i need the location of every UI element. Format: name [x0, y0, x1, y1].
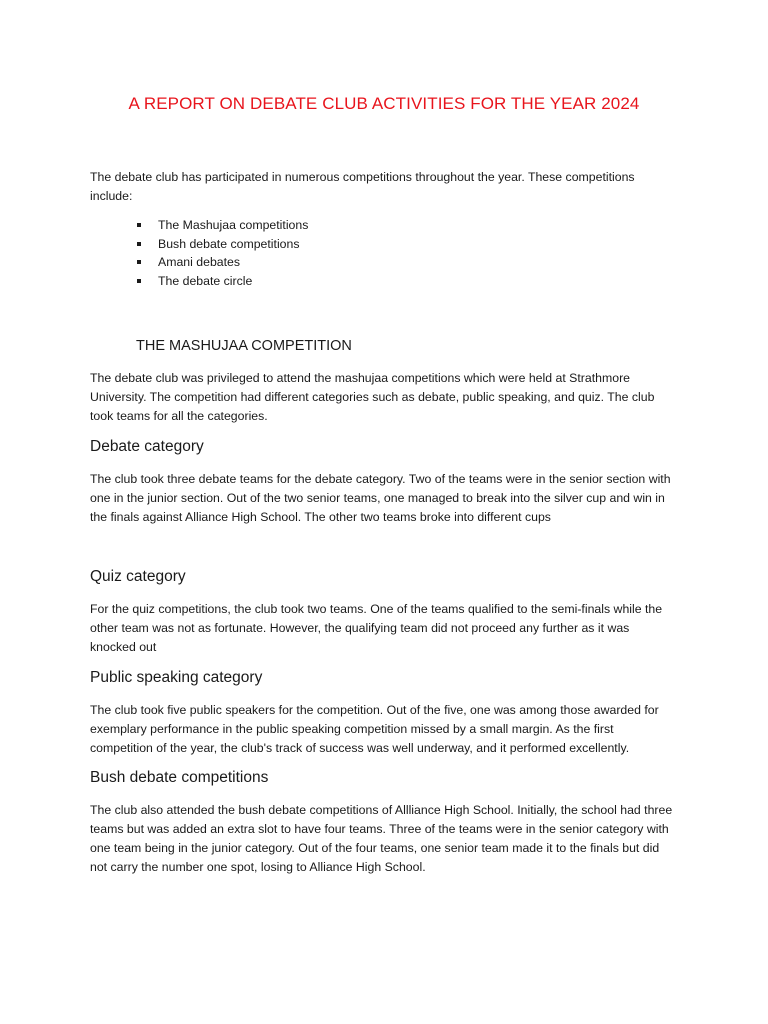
- mashujaa-heading: THE MASHUJAA COMPETITION: [136, 338, 352, 354]
- bush-debate-heading: Bush debate competitions: [90, 769, 269, 786]
- intro-paragraph: The debate club has participated in numerous competitions throughout the year. These competitions include:: [90, 170, 635, 203]
- debate-category-paragraph: The club took three debate teams for the debate category. Two of the teams were in the senior section with one in the junior section. Out of the two senior teams, one managed to break into the silver cup and win in the finals against Alliance High School. The other two teams broke into different cups: [90, 472, 671, 524]
- list-item: The debate circle: [136, 272, 308, 291]
- debate-category-heading: Debate category: [90, 438, 204, 455]
- public-speaking-heading: Public speaking category: [90, 669, 263, 686]
- bullet-square-icon: [137, 279, 141, 283]
- bullet-square-icon: [137, 223, 141, 227]
- public-speaking-paragraph: The club took five public speakers for the competition. Out of the five, one was among those awarded for exemplary performance in the public speaking competition missed by a small margin. As the first competition of the year, the club's track of success was well underway, and it performed excellently.: [90, 703, 659, 755]
- bullet-square-icon: [137, 242, 141, 246]
- list-item: Amani debates: [136, 253, 308, 272]
- list-item: Bush debate competitions: [136, 235, 308, 254]
- report-title: A REPORT ON DEBATE CLUB ACTIVITIES FOR THE YEAR 2024: [128, 94, 640, 113]
- list-item: The Mashujaa competitions: [136, 216, 308, 235]
- competitions-list: [136, 216, 308, 291]
- quiz-category-paragraph: For the quiz competitions, the club took two teams. One of the teams qualified to the semi-finals while the other team was not as fortunate. However, the qualifying team did not proceed any further as it was knocked out: [90, 602, 663, 654]
- bush-debate-paragraph: The club also attended the bush debate competitions of Allliance High School. Initially, the school had three teams but was added an extra slot to have four teams. Three of the teams were in the senior category with one team being in the junior category. Out of the four teams, one senior team made it to the finals but did not carry the number one spot, losing to Alliance High School.: [90, 803, 673, 874]
- mashujaa-paragraph: The debate club was privileged to attend the mashujaa competitions which were held at Strathmore University. The competition had different categories such as debate, public speaking, and quiz. The club took teams for all the categories.: [90, 371, 655, 423]
- bullet-square-icon: [137, 260, 141, 264]
- quiz-category-heading: Quiz category: [90, 568, 186, 585]
